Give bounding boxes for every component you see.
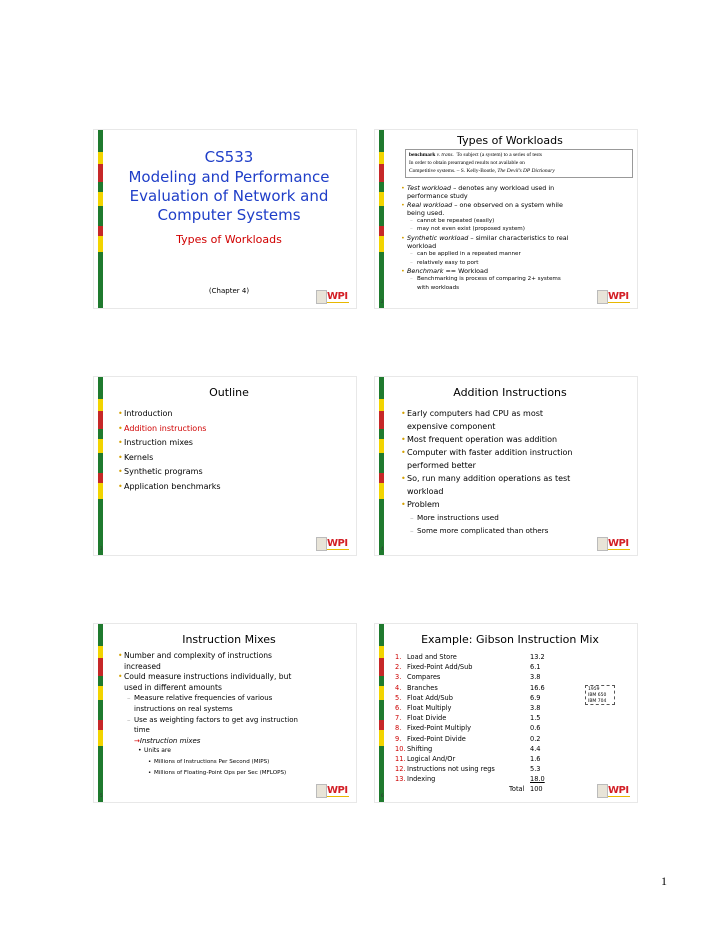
- sub-bullet: – cannot be repeated (easily): [410, 218, 495, 225]
- table-row: 2. Fixed-Point Add/Sub 6.1: [395, 663, 541, 672]
- bullet-list: [401, 407, 633, 537]
- decorative-color-bar: [98, 377, 103, 555]
- units-item: • Millions of Floating-Point Ops per Sec (MFLOPS): [148, 769, 287, 776]
- table-row: 3. Compares 3.8: [395, 673, 541, 682]
- bullet-real-workload: • Real workload – one observed on a system while being used.: [401, 200, 563, 217]
- decorative-color-bar: [98, 624, 103, 802]
- slide-1: [94, 130, 356, 308]
- topic-title: Types of Workloads: [176, 233, 282, 246]
- sub-bullet: – Benchmarking is process of comparing 2+ systems with workloads: [410, 276, 561, 291]
- slide-title: Addition Instructions: [453, 386, 567, 399]
- outline-item: • Kernels: [118, 452, 154, 462]
- decorative-color-bar: [379, 130, 384, 308]
- table-row: 5. Float Add/Sub 6.9: [395, 693, 541, 702]
- units-item: • Millions of Instructions Per Second (MIPS): [148, 758, 270, 765]
- bullet: • Early computers had CPU as most expensive component: [401, 409, 544, 431]
- chapter-reference: (Chapter 4): [208, 287, 250, 295]
- decorative-color-bar: [379, 624, 384, 802]
- slide-number: 5: [100, 793, 103, 798]
- bullet-synthetic-workload: • Synthetic workload – similar characteristics to real workload: [401, 233, 569, 251]
- bullet: • Problem: [401, 500, 440, 509]
- sub-bullet: – relatively easy to port: [410, 259, 479, 266]
- slide-2: [375, 130, 637, 308]
- slide-title: CS533: [204, 148, 254, 166]
- outline-item: • Synthetic programs: [118, 467, 203, 476]
- table-row: 13. Indexing 18.0: [395, 775, 545, 784]
- bullet: • Number and complexity of instructions increased: [118, 651, 272, 671]
- slide-title: Instruction Mixes: [182, 633, 276, 646]
- sub-bullet: – Measure relative frequencies of various instructions on real systems: [127, 694, 273, 713]
- outline-item-current: • Addition instructions: [118, 423, 207, 433]
- wpi-logo: [316, 784, 350, 798]
- sub-sub-bullet: • Units are: [138, 747, 171, 755]
- table-row: 9. Fixed-Point Divide 0.2: [395, 734, 541, 743]
- table-row: 12. Instructions not using regs 5.3: [395, 765, 541, 774]
- page-number: 1: [661, 874, 667, 888]
- bullet-list: [401, 184, 633, 292]
- course-name-line-3: Computer Systems: [157, 206, 301, 224]
- sub-bullet-instruction-mixes: →Instruction mixes: [134, 736, 201, 745]
- bullet: • Most frequent operation was addition: [401, 435, 558, 444]
- course-name-line-1: Modeling and Performance: [128, 168, 330, 186]
- wpi-logo: [597, 537, 631, 551]
- table-row: 11. Logical And/Or 1.6: [395, 754, 541, 763]
- wpi-logo-text: WPI: [327, 291, 348, 302]
- table-row: 8. Fixed-Point Multiply 0.6: [395, 724, 541, 733]
- slide-number: 6: [381, 793, 384, 798]
- sub-bullet: – Some more complicated than others: [410, 526, 549, 535]
- outline-item: • Application benchmarks: [118, 481, 221, 491]
- bullet: • So, run many addition operations as test workload: [401, 474, 571, 496]
- sub-bullet: – may not even exist (proposed system): [410, 226, 525, 233]
- slide-title: Example: Gibson Instruction Mix: [421, 633, 599, 646]
- decorative-color-bar: [98, 130, 103, 308]
- outline-item: • Instruction mixes: [118, 438, 193, 447]
- slide-number: 2: [381, 299, 384, 304]
- sub-bullet: – can be applied in a repeated manner: [410, 251, 521, 258]
- table-row: 10. Shifting 4.4: [395, 744, 541, 753]
- quote-box: benchmark v. trans. To subject (a system) to a series of tests In order to obtain prearranged results not available on Competitive systems. – S. Kelly-Bootle, The Devil’s DP Dictionary: [405, 149, 633, 178]
- table-total-row: Total 100: [509, 785, 543, 794]
- slide-6: [375, 624, 637, 802]
- table-row: 7. Float Divide 1.5: [395, 714, 541, 723]
- wpi-logo: [316, 290, 350, 304]
- table-row: 6. Float Multiply 3.8: [395, 703, 541, 712]
- ibm-note-box: 1959 IBM 650 IBM 704: [585, 685, 615, 705]
- outline-list: [118, 407, 221, 494]
- slide-title: Outline: [209, 386, 249, 399]
- wpi-logo: [316, 537, 350, 551]
- table-row: 4. Branches 16.6: [395, 683, 545, 692]
- bullet-benchmark: • Benchmark == Workload: [401, 266, 489, 275]
- bullet-test-workload: • Test workload – denotes any workload used in performance study: [401, 184, 555, 201]
- decorative-color-bar: [379, 377, 384, 555]
- course-name-line-2: Evaluation of Network and: [129, 187, 329, 205]
- wpi-logo-text: WPI: [327, 538, 348, 549]
- slide-number: 4: [381, 546, 384, 551]
- slide-3: [94, 377, 356, 555]
- outline-item: • Introduction: [118, 409, 173, 418]
- wpi-logo-text: WPI: [608, 291, 629, 302]
- slide-5: [94, 624, 356, 802]
- wpi-logo-text: WPI: [608, 538, 629, 549]
- bullet: • Computer with faster addition instruction performed better: [401, 448, 573, 470]
- slide-title: Types of Workloads: [457, 134, 563, 147]
- wpi-logo: [597, 784, 631, 798]
- wpi-logo-text: WPI: [608, 785, 629, 796]
- sub-bullet: – More instructions used: [410, 513, 499, 522]
- gibson-mix-table: [395, 652, 555, 795]
- wpi-logo: [597, 290, 631, 304]
- wpi-logo-text: WPI: [327, 785, 348, 796]
- slide-4: [375, 377, 637, 555]
- sub-bullet: – Use as weighting factors to get avg instruction time: [127, 715, 298, 735]
- bullet: • Could measure instructions individually, but used in different amounts: [118, 672, 292, 692]
- table-row: 1. Load and Store 13.2: [395, 653, 545, 661]
- bullet-list: [118, 651, 352, 778]
- slide-number: 3: [100, 546, 103, 551]
